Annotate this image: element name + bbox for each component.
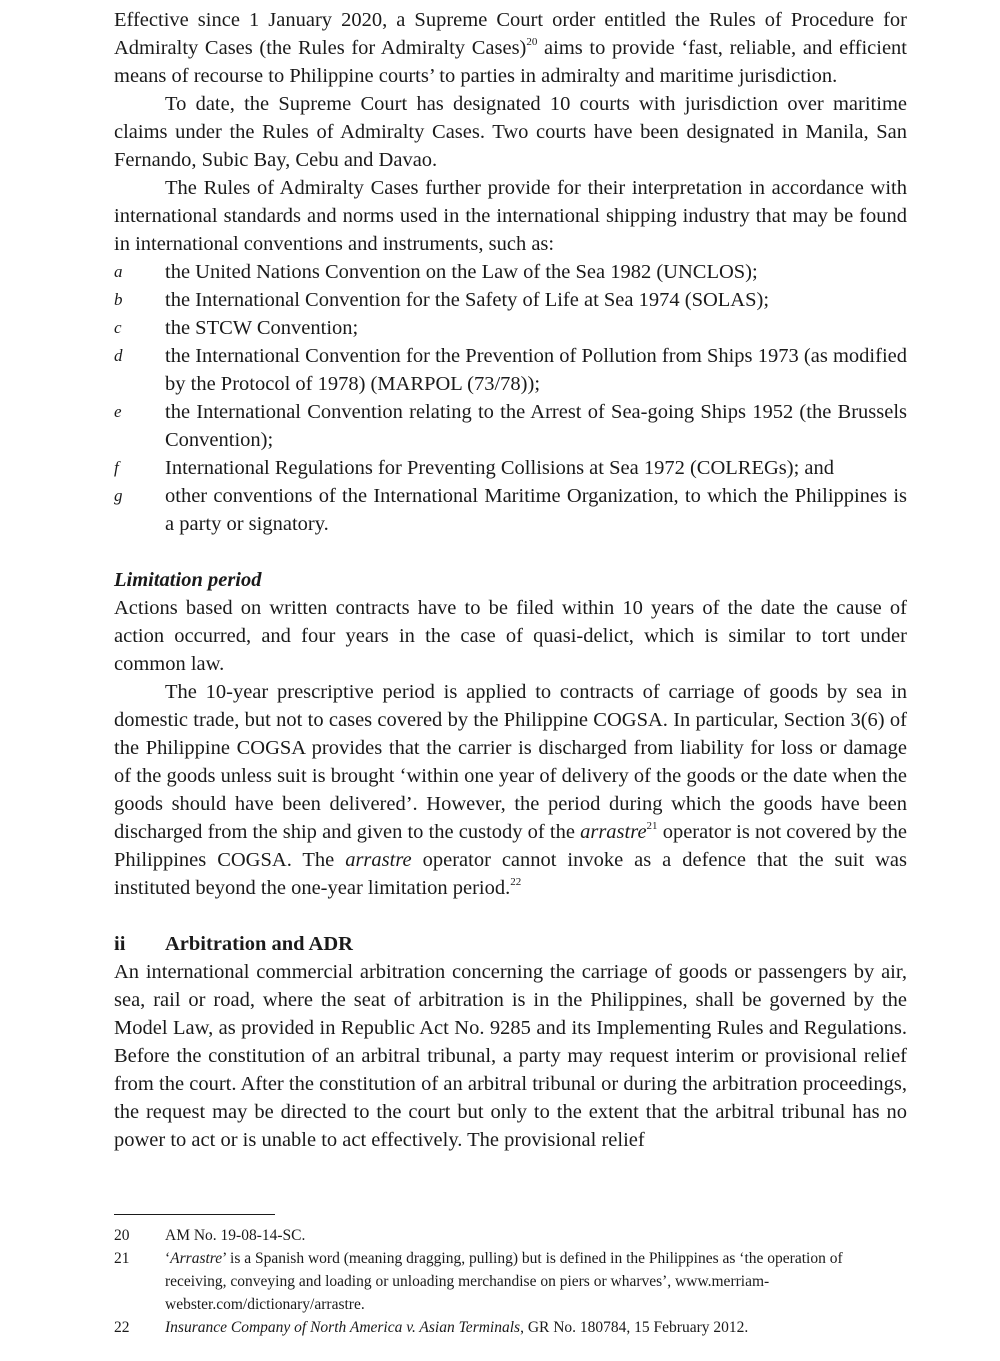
list-item	[114, 314, 907, 342]
footnote-20	[114, 1224, 907, 1247]
footnote-ref-22[interactable]: 22	[510, 876, 522, 889]
section-title: Arbitration and ADR	[165, 933, 353, 955]
list-letter: c	[114, 318, 122, 337]
footnotes	[114, 1224, 907, 1339]
list-text: other conventions of the International Maritime Organization, to which the Philippines is a party or signatory.	[165, 485, 907, 535]
footnote-22	[114, 1316, 907, 1339]
list-item	[114, 398, 907, 454]
limitation-period-heading: Limitation period	[114, 569, 262, 591]
list-letter: g	[114, 486, 123, 505]
list-item	[114, 454, 907, 482]
list-item	[114, 482, 907, 538]
list-letter: a	[114, 262, 123, 281]
paragraph-prescriptive-period: The 10-year prescriptive period is applied to contracts of carriage of goods by sea in domestic trade, but not to cases covered by the Philippine COGSA. In particular, Section 3(6) of the Philippine COGSA provides that the carrier is discharged from liability for loss or damage of the goods unless suit is brought ‘within one year of delivery of the goods or the date when the goods should have been delivered’. However, the period during which the goods have been discharged from the ship and given to the custody of the arrastre$^{21}$ operator is not covered by the Philippines COGSA. The arrastre operator cannot invoke as a defence that the suit was instituted beyond the one-year limitation period.$^{22}$	[114, 681, 907, 899]
footnote-number: 22	[114, 1319, 130, 1336]
paragraph-written-contracts: Actions based on written contracts have to be filed within 10 years of the date the cause of action occurred, and four years in the case of quasi-delict, which is similar to tort under common law.	[114, 597, 907, 675]
list-text: International Regulations for Preventing Collisions at Sea 1972 (COLREGs); and	[165, 457, 834, 479]
list-text: the International Convention relating to the Arrest of Sea-going Ships 1952 (the Brussels Convention);	[165, 401, 907, 451]
footnote-number: 21	[114, 1250, 130, 1267]
list-item	[114, 286, 907, 314]
footnote-text: AM No. 19-08-14-SC.	[165, 1227, 306, 1244]
section-number: ii	[114, 933, 126, 955]
list-item	[114, 342, 907, 398]
paragraph-designated-courts: To date, the Supreme Court has designated 10 courts with jurisdiction over maritime claims under the Rules of Admiralty Cases. Two courts have been designated in Manila, San Fernando, Subic Bay, Cebu and Davao.	[114, 93, 907, 171]
footnote-text: Insurance Company of North America v. Asian Terminals, GR No. 180784, 15 February 2012.	[165, 1319, 749, 1336]
footnote-text: ‘Arrastre’ is a Spanish word (meaning dragging, pulling) but is defined in the Philippines as ‘the operation of receiving, conveying and loading or unloading merchandise on piers or wharves’, www.merriam-webster.com/dictionary/arrastre.	[165, 1250, 843, 1313]
list-text: the STCW Convention;	[165, 317, 359, 339]
footnote-divider	[114, 1214, 275, 1215]
list-letter: d	[114, 346, 123, 365]
list-letter: e	[114, 402, 122, 421]
paragraph-interpretation: The Rules of Admiralty Cases further provide for their interpretation in accordance with international standards and norms used in the international shipping industry that may be found in international conventions and instruments, such as:	[114, 177, 907, 255]
list-text: the International Convention for the Safety of Life at Sea 1974 (SOLAS);	[165, 289, 770, 311]
list-item	[114, 258, 907, 286]
list-text: the International Convention for the Prevention of Pollution from Ships 1973 (as modified by the Protocol of 1978) (MARPOL (73/78));	[165, 345, 907, 395]
footnote-ref-20[interactable]: 20	[526, 36, 538, 49]
list-letter: b	[114, 290, 123, 309]
paragraph-admiralty-rules: Effective since 1 January 2020, a Supreme Court order entitled the Rules of Procedure for Admiralty Cases (the Rules for Admiralty Cases)$^{20}$ aims to provide ‘fast, reliable, and efficient means of recourse to Philippine courts’ to parties in admiralty and maritime jurisdiction.	[114, 9, 908, 87]
paragraph-arbitration: An international commercial arbitration concerning the carriage of goods or passengers by air, sea, rail or road, where the seat of arbitration is in the Philippines, shall be governed by the Model Law, as provided in Republic Act No. 9285 and its Implementing Rules and Regulations. Before the constitution of an arbitral tribunal, a party may request interim or provisional relief from the court. After the constitution of an arbitral tribunal or during the arbitration proceedings, the request may be directed to the court but only to the extent that the arbitral tribunal has no power to act or is unable to act effectively. The provisional relief	[114, 961, 907, 1151]
list-text: the United Nations Convention on the Law of the Sea 1982 (UNCLOS);	[165, 261, 758, 283]
document-body	[114, 6, 907, 1154]
conventions-list	[114, 258, 907, 538]
list-letter: f	[114, 458, 119, 477]
section-heading-arbitration	[114, 930, 907, 958]
footnote-21	[114, 1247, 907, 1316]
footnote-ref-21[interactable]: 21	[646, 820, 658, 833]
footnote-number: 20	[114, 1227, 130, 1244]
